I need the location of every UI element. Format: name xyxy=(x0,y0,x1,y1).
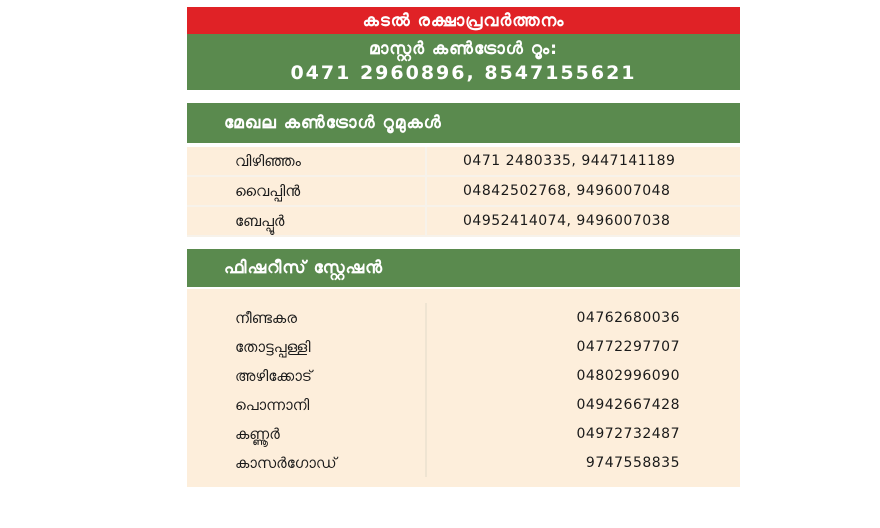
station-phone: 04952414074, 9496007038 xyxy=(425,207,740,235)
regional-heading: മേഖല കൺട്രോൾ റൂമുകൾ xyxy=(187,103,740,143)
station-name: തോട്ടപ്പള്ളി xyxy=(235,337,311,356)
station-phone: 04972732487 xyxy=(425,419,740,448)
table-row xyxy=(187,177,740,207)
station-name: കണ്ണൂർ xyxy=(235,424,280,443)
station-phone: 04772297707 xyxy=(425,332,740,361)
table-row xyxy=(187,303,740,332)
master-control-label: മാസ്റ്റർ കൺട്രോൾ റൂം: xyxy=(369,39,558,59)
station-phone: 04842502768, 9496007048 xyxy=(425,177,740,205)
table-row xyxy=(187,207,740,237)
station-phone: 0471 2480335, 9447141189 xyxy=(425,147,740,175)
station-phone: 04762680036 xyxy=(425,303,740,332)
station-phone: 04802996090 xyxy=(425,361,740,390)
station-phone: 9747558835 xyxy=(425,448,740,477)
table-row xyxy=(187,390,740,419)
table-row xyxy=(187,361,740,390)
station-name: നീണ്ടകര xyxy=(235,308,297,327)
page-title: കടൽ രക്ഷാപ്രവർത്തനം xyxy=(187,7,740,34)
table-row xyxy=(187,332,740,361)
table-row xyxy=(187,147,740,177)
station-phone: 04942667428 xyxy=(425,390,740,419)
station-name: പൊന്നാനി xyxy=(235,395,310,414)
station-name: ബേപ്പൂർ xyxy=(235,212,285,230)
station-name: അഴിക്കോട് xyxy=(235,366,312,385)
station-name: വിഴിഞ്ഞം xyxy=(235,152,301,170)
master-control-banner xyxy=(187,34,740,90)
station-name: കാസർഗോഡ് xyxy=(235,453,337,472)
table-row xyxy=(187,448,740,477)
fisheries-heading: ഫിഷറീസ് സ്റ്റേഷൻ xyxy=(187,249,740,287)
master-control-numbers: 0471 2960896, 8547155621 xyxy=(290,62,637,84)
fisheries-table xyxy=(187,289,740,487)
regional-table xyxy=(187,147,740,237)
table-row xyxy=(187,419,740,448)
station-name: വൈപ്പിൻ xyxy=(235,182,301,200)
